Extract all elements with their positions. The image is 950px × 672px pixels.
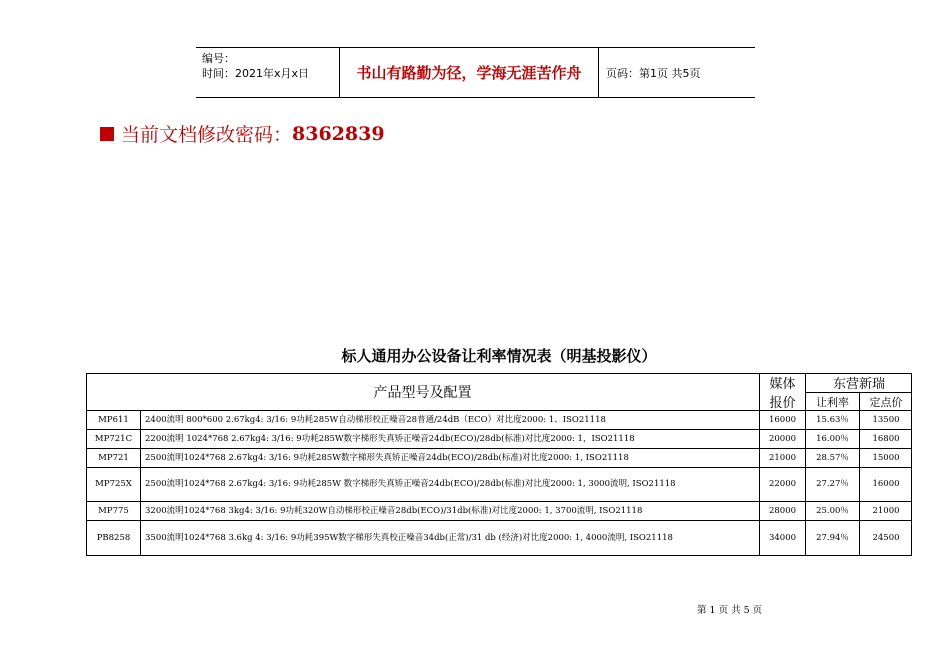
row-config: 2200流明 1024*768 2.67kg4: 3/16: 9功耗285W数字梯形失真矫正噪音24db(ECO)/28db(标准)对比度2000: 1，ISO21118: [145, 433, 635, 444]
row-model: MP775: [98, 505, 129, 516]
row-media-price: 22000: [768, 479, 797, 489]
header-motto: 书山有路勤为径，学海无涯苦作舟: [339, 48, 599, 97]
row-model: PB8258: [96, 532, 131, 543]
row-model: MP721C: [94, 433, 133, 444]
table-title: 标人通用办公设备让利率情况表（明基投影仪）: [341, 347, 657, 365]
row-media-price: 20000: [768, 433, 797, 444]
page-footer: 第 1 页 共 5 页: [697, 605, 763, 616]
row-config: 2500流明1024*768 2.67kg4: 3/16: 9功耗285W数字梯形失真矫正噪音24db(ECO)/28db(标准)对比度2000: 1, ISO21118: [145, 452, 629, 463]
row-media-price: 21000: [768, 452, 797, 463]
row-rate: 25.00％: [816, 505, 849, 516]
row-fixed: 21000: [872, 505, 900, 516]
row-config: 3500流明1024*768 3.6kg 4: 3/16: 9功耗395W数字梯形失真校正噪音34db(正常)/31 db (经济)对比度2000: 1, 4000流明, ISO21118: [145, 532, 673, 543]
serial-label: 编号：: [202, 52, 235, 65]
row-media-price: 34000: [768, 532, 797, 543]
row-fixed: 16000: [872, 479, 900, 489]
row-media-price: 28000: [768, 505, 797, 516]
password-label: 当前文档修改密码：: [121, 124, 293, 146]
header-region: 东营新瑞: [832, 377, 885, 392]
time-label: 时间：2021年x月x日: [202, 67, 310, 80]
header-media-price-line2: 报价: [769, 395, 796, 411]
header-meta: [202, 51, 309, 81]
table-border-bottom: [86, 555, 912, 556]
row-media-price: 16000: [768, 414, 797, 425]
row-fixed: 13500: [872, 414, 900, 425]
password-value: 8362839: [292, 122, 385, 145]
row-model: MP721: [98, 452, 129, 463]
col-divider: [140, 410, 141, 556]
header-product: 产品型号及配置: [373, 384, 472, 401]
header-page-info: 页码：第1页 共5页: [606, 66, 701, 80]
header-discount-rate: 让利率: [816, 395, 849, 409]
document-header: [196, 47, 755, 98]
row-config: 2400流明 800*600 2.67kg4: 3/16: 9功耗285W自动梯形校正噪音28普通/24dB（ECO）对比度2000: 1、ISO21118: [145, 414, 606, 425]
row-config: 3200流明1024*768 3kg4: 3/16: 9功耗320W自动梯形校正噪音28db(ECO)/31db(标准)对比度2000: 1, 3700流明, ISO21118: [145, 505, 643, 516]
price-table: [86, 373, 912, 556]
row-model: MP611: [98, 414, 129, 425]
header-media-price-line1: 媒体: [769, 377, 796, 392]
row-rate: 27.27％: [816, 479, 849, 489]
row-rate: 15.63％: [816, 414, 849, 425]
row-config: 2500流明1024*768 2.67kg4: 3/16: 9功耗285W 数字梯形失真矫正噪音24db(ECO)/28db(标准)对比度2000: 1, 3000流明, ISO21118: [145, 479, 676, 489]
header-fixed-price: 定点价: [869, 395, 903, 409]
row-fixed: 16800: [872, 433, 900, 444]
password-line: [100, 120, 385, 147]
square-bullet-icon: [100, 127, 114, 141]
row-rate: 16.00％: [816, 433, 849, 444]
row-rate: 28.57％: [816, 452, 849, 463]
row-fixed: 15000: [872, 452, 900, 463]
row-rate: 27.94％: [816, 532, 849, 543]
row-fixed: 24500: [872, 532, 900, 543]
row-model: MP725X: [95, 479, 132, 489]
